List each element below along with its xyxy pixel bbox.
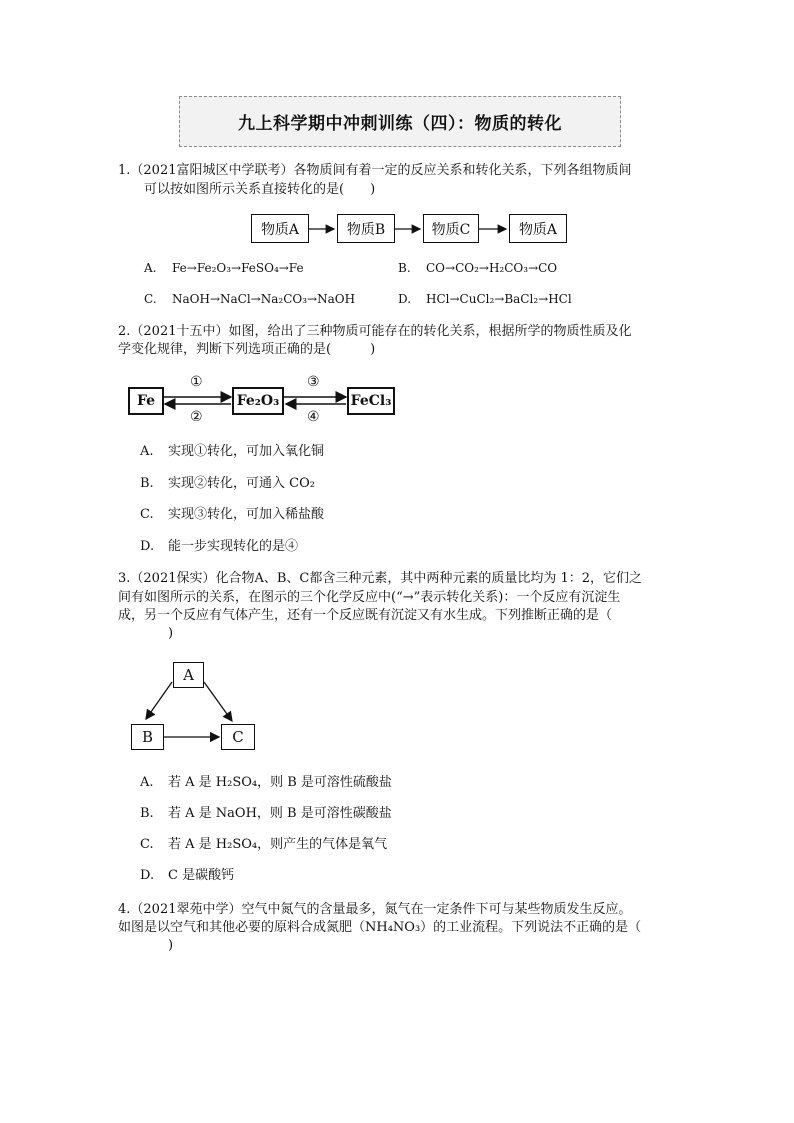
option-label: B.	[140, 806, 154, 821]
option-text: 若 A 是 H₂SO₄，则 B 是可溶性硫酸盐	[168, 775, 392, 790]
option-text: HCl→CuCl₂→BaCl₂→HCl	[426, 292, 572, 306]
q3-option-b[interactable]	[140, 806, 392, 822]
option-label: D.	[140, 868, 155, 883]
q3-stem-line1: 3.（2021保实）化合物A、B、C都含三种元素，其中两种元素的质量比均为 1：2，它们之	[118, 571, 643, 586]
q1-box-4: 物质A	[509, 214, 567, 243]
q3-stem-line4: )	[168, 626, 174, 641]
q1-box-1: 物质A	[251, 214, 309, 243]
q3-option-a[interactable]	[140, 775, 392, 791]
q2-box-fe2o3: Fe₂O₃	[232, 387, 284, 415]
q3-stem-line2: 间有如图所示的关系，在图示的三个化学反应中(“→”表示转化关系)：一个反应有沉淀生	[118, 590, 621, 605]
q3-stem-line3: 成，另一个反应有气体产生，还有一个反应既有沉淀又有水生成。下列推断正确的是（	[118, 608, 613, 623]
q2-box-fe: Fe	[128, 387, 164, 415]
q3-option-c[interactable]	[140, 837, 387, 853]
option-label: A.	[140, 444, 154, 459]
q3-arrow-ab	[146, 682, 172, 719]
q1-box-3: 物质C	[423, 214, 479, 243]
q2-label-1: ①	[190, 374, 203, 390]
page-title: 九上科学期中冲刺训练（四）：物质的转化	[179, 96, 621, 147]
option-text: Fe→Fe₂O₃→FeSO₄→Fe	[172, 261, 304, 275]
q2-label-4: ④	[307, 409, 320, 425]
q4-stem-line2: 如图是以空气和其他必要的原料合成氮肥（NH₄NO₃）的工业流程。下列说法不正确的是（	[118, 920, 642, 935]
option-label: A.	[140, 775, 154, 790]
option-label: A.	[144, 261, 157, 275]
option-label: C.	[140, 507, 154, 522]
option-text: 若 A 是 NaOH，则 B 是可溶性碳酸盐	[168, 806, 392, 821]
q2-label-3: ③	[307, 374, 320, 390]
option-label: B.	[398, 261, 411, 275]
q1-box-2: 物质B	[337, 214, 395, 243]
option-label: D.	[140, 539, 155, 554]
option-text: 能一步实现转化的是④	[168, 539, 299, 554]
option-label: C.	[140, 837, 154, 852]
option-text: NaOH→NaCl→Na₂CO₃→NaOH	[172, 292, 356, 306]
option-text: 若 A 是 H₂SO₄，则产生的气体是氧气	[168, 837, 388, 852]
option-label: D.	[398, 292, 412, 306]
q4-stem-line1: 4.（2021翠苑中学）空气中氮气的含量最多，氮气在一定条件下可与某些物质发生反应。	[118, 902, 632, 917]
option-text: C 是碳酸钙	[168, 868, 235, 883]
option-label: B.	[140, 476, 154, 491]
q4-stem-line3: )	[168, 938, 174, 953]
q1-stem-line1: 1.（2021富阳城区中学联考）各物质间有着一定的反应关系和转化关系，下列各组物质间	[118, 163, 632, 178]
option-text: CO→CO₂→H₂CO₃→CO	[426, 261, 558, 275]
q3-option-d[interactable]	[140, 868, 234, 884]
option-text: 实现①转化，可加入氧化铜	[168, 444, 325, 459]
option-text: 实现③转化，可加入稀盐酸	[168, 507, 325, 522]
q1-stem-line2: 可以按如图所示关系直接转化的是( )	[144, 182, 376, 197]
q3-box-b: B	[131, 724, 164, 750]
q3-box-c: C	[221, 724, 255, 750]
option-label: C.	[144, 292, 157, 306]
option-text: 实现②转化，可通入 CO₂	[168, 476, 315, 491]
q2-stem-line1: 2.（2021十五中）如图，给出了三种物质可能存在的转化关系，根据所学的物质性质及化	[118, 324, 632, 339]
q2-stem-line2: 学变化规律，判断下列选项正确的是( )	[118, 342, 376, 357]
q2-label-2: ②	[190, 409, 203, 425]
q2-box-fecl3: FeCl₃	[347, 387, 395, 415]
q3-arrow-ac	[204, 682, 232, 721]
q3-box-a: A	[173, 662, 204, 688]
